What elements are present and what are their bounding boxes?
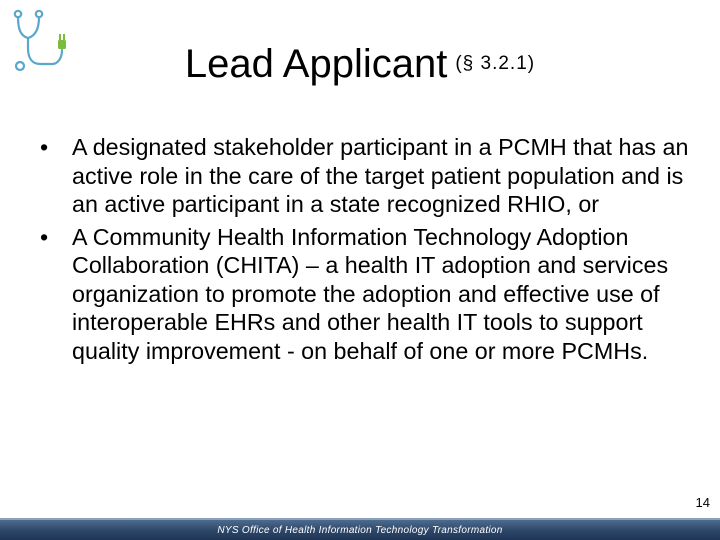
page-number: 14 <box>695 495 710 510</box>
bullet-text: A designated stakeholder participant in a PCMH that has an active role in the care of the target patient population and is an active participant in a state recognized RHIO, or <box>72 134 689 217</box>
bullet-item <box>40 133 700 219</box>
bullet-text: A Community Health Information Technology Adoption Collaboration (CHITA) – a health IT adoption and services organization to promote the adoption and effective use of interoperable EHRs and other health IT tools to support quality improvement - on behalf of one or more PCMHs. <box>72 223 669 364</box>
slide-title <box>0 38 720 90</box>
title-section-reference: (§ 3.2.1) <box>455 53 536 74</box>
bullet-dot: • <box>40 134 49 160</box>
footer-text: NYS Office of Health Information Technology Transformation <box>217 525 503 536</box>
title-main: Lead Applicant <box>184 42 448 86</box>
bullet-list <box>40 133 700 369</box>
bullet-item <box>40 223 700 366</box>
bullet-dot: • <box>40 223 49 250</box>
